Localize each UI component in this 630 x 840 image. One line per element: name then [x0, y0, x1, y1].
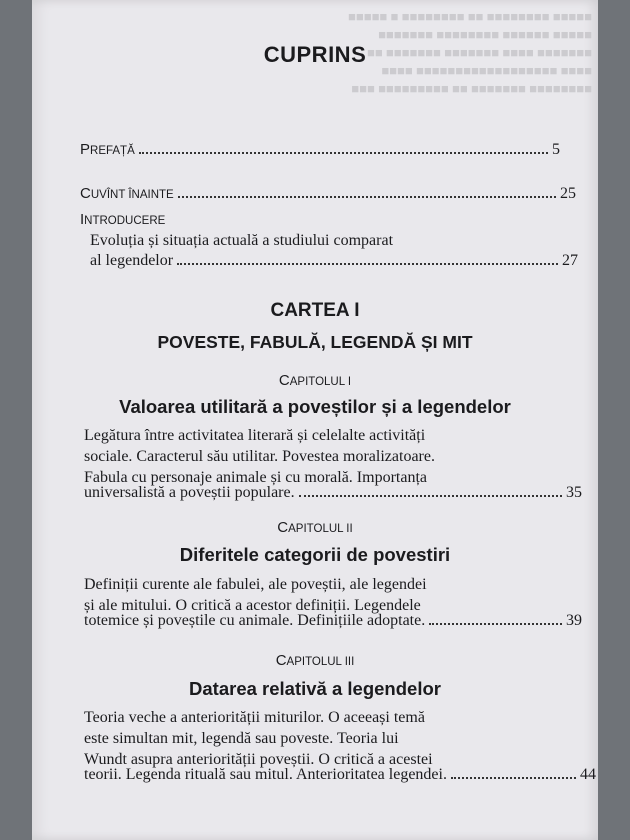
chapter-summary-last: [84, 764, 596, 785]
toc-page-number: 27: [562, 252, 578, 269]
toc-page-number: 39: [566, 612, 582, 629]
toc-entry-label: CUVÎNT ÎNAINTE: [80, 185, 174, 202]
intro-sub-line: Evoluția și situația actuală a studiului comparat: [90, 232, 394, 249]
chapter-summary-line: este simultan mit, legendă sau poveste. Teoria lui: [84, 730, 399, 747]
part-label: CARTEA I: [270, 300, 360, 321]
chapter-label: CAPITOLUL I: [278, 372, 352, 389]
chapter-label: CAPITOLUL III: [275, 652, 355, 669]
page-title: CUPRINS: [263, 42, 367, 67]
dot-leader: [139, 152, 548, 154]
bleed-through-text: ■■■■■ ■■■■■■■■ ■■ ■■■■■■■■ ■ ■■■■■ ■■■■■ ■■■■■■ ■■■■■■■■ ■■■■■■■ ■■■■■■■ ■■■■ ■■■■■■■ ■■■■■■■ ■■ ■■■■ ■■■■■■■■■■■■■■■■■■ ■■■■ ■■■■■■■■ ■■■■■■■ ■■ ■■■■■■■■■ ■■■: [348, 9, 592, 96]
chapter-summary-last: [84, 610, 582, 631]
toc-page-number: 25: [560, 185, 576, 202]
chapter-summary-line: Wundt asupra anteriorității poveștii. O critică a acestei: [84, 751, 433, 768]
toc-page-number: 35: [566, 484, 582, 501]
chapter-title: Valoarea utilitară a poveștilor și a legendelor: [119, 396, 511, 417]
part-title: POVESTE, FABULĂ, LEGENDĂ ȘI MIT: [157, 332, 473, 352]
chapter-summary-line: Definiții curente ale fabulei, ale poveștii, ale legendei: [84, 576, 427, 593]
toc-entry-prefata: [80, 141, 560, 159]
chapter-summary-line: universalistă a poveștii populare.: [84, 484, 295, 501]
toc-page-number: 44: [580, 766, 596, 783]
intro-sub-line: al legendelor: [90, 252, 174, 269]
chapter-title: Datarea relativă a legendelor: [189, 678, 441, 699]
book-page: [32, 0, 598, 840]
chapter-summary-last: [84, 482, 582, 503]
dot-leader: [451, 777, 576, 779]
dot-leader: [429, 623, 562, 625]
chapter-summary-line: și ale mitului. O critică a acestor definiții. Legendele: [84, 597, 421, 614]
chapter-summary-line: teorii. Legenda rituală sau mitul. Anterioritatea legendei.: [84, 766, 447, 783]
chapter-title: Diferitele categorii de povestiri: [179, 544, 451, 565]
chapter-summary-line: Legătura între activitatea literară și celelalte activități: [84, 427, 426, 444]
toc-entry-cuvint-inainte: [80, 185, 576, 203]
dot-leader: [178, 196, 556, 198]
chapter-summary-line: Fabula cu personaje animale și cu morală. Importanța: [84, 469, 427, 486]
dot-leader: [177, 263, 558, 265]
toc-page-number: 5: [552, 141, 560, 158]
dot-leader: [299, 495, 562, 497]
intro-sub-entry: [90, 250, 578, 271]
chapter-label: CAPITOLUL II: [277, 519, 353, 536]
chapter-summary-line: Teoria veche a anteriorității miturilor. O aceeași temă: [84, 709, 425, 726]
toc-entry-label: PREFAȚĂ: [80, 141, 135, 158]
toc-entry-introducere: INTRODUCERE: [80, 211, 166, 228]
chapter-summary-line: totemice și poveștile cu animale. Definițiile adoptate.: [84, 612, 426, 629]
chapter-summary-line: sociale. Caracterul său utilitar. Povestea moralizatoare.: [84, 448, 435, 465]
